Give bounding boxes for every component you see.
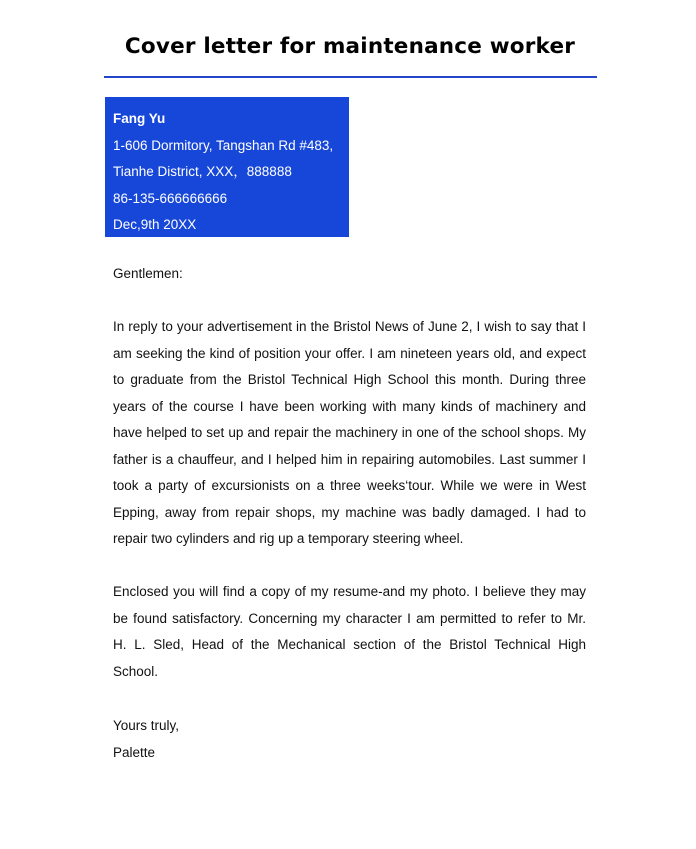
letter-date: Dec,9th 20XX [113,217,197,232]
title-divider [104,76,597,78]
document-title: Cover letter for maintenance worker [124,34,576,59]
closing-phrase: Yours truly, [113,718,180,733]
body-paragraph-2: Enclosed you will find a copy of my resume-and my photo. I believe they may be found satisfactory. Concerning my character I am permitted to refer to Mr. H. L. Sled, Head of the Mechanical section of the Bristol Technical High School. [113,584,586,679]
closing-block [113,713,179,766]
signature-name: Palette [113,744,156,760]
sender-address-line-1: 1-606 Dormitory, Tangshan Rd #483, [113,137,334,153]
sender-name: Fang Yu [113,111,166,126]
salutation: Gentlemen: [113,266,183,281]
body-paragraph-1: In reply to your advertisement in the Bristol News of June 2, I wish to say that I am seeking the kind of position your offer. I am nineteen years old, and expect to graduate from the Bristol Technical High School this month. During three years of the course I have been working with many kinds of machinery and have helped to set up and repair the machinery in one of the school shops. My father is a chauffeur, and I helped him in repairing automobiles. Last summer I took a party of excursionists on a three weeks‘tour. While we were in West Epping, away from repair shops, my machine was badly damaged. I had to repair two cylinders and rig up a temporary steering wheel. [113,319,586,546]
sender-phone: 86-135-666666666 [113,190,228,206]
sender-address-line-2: Tianhe District, XXX，888888 [113,164,292,179]
sender-info-box [105,97,349,237]
